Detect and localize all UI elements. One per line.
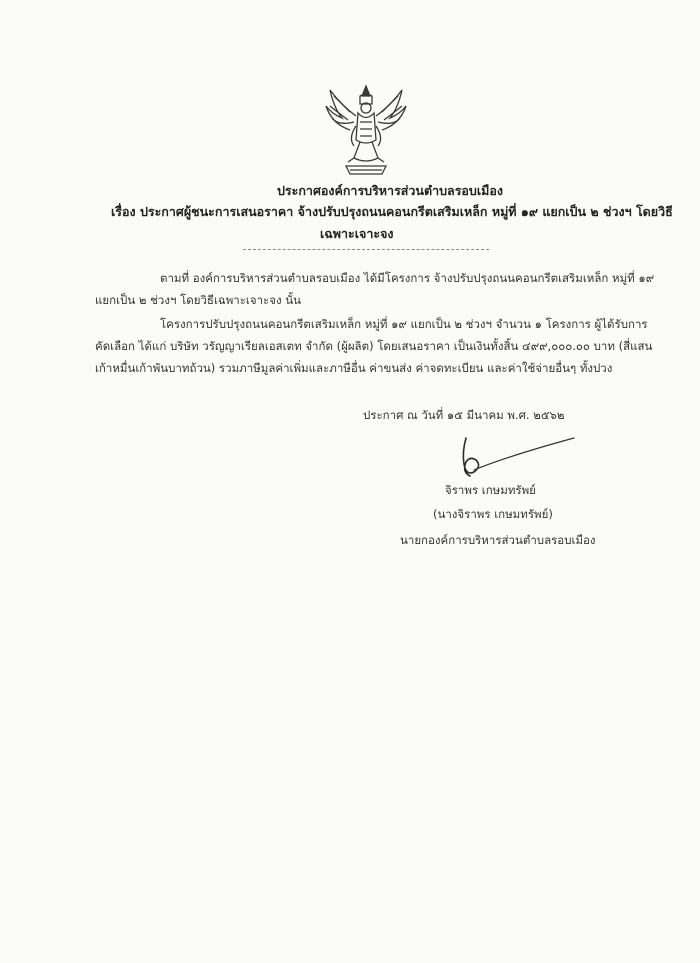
- paragraph-2-line-2: คัดเลือก ได้แก่ บริษัท วรัญญาเรียลเอสเตท จำกัด (ผู้ผลิต) โดยเสนอราคา เป็นเงินทั้งสิ้น ๔๙๙,๐๐๐.๐๐ บาท (สี่แสน: [95, 339, 653, 353]
- garuda-emblem-icon: [320, 82, 412, 178]
- paragraph-1-line-1: ตามที่ องค์การบริหารส่วนตำบลรอบเมือง ได้มีโครงการ จ้างปรับปรุงถนนคอนกรีตเสริมเหล็ก หมู่ที่ ๑๙: [160, 271, 655, 285]
- signer-full-name: (นางจิราพร เกษมทรัพย์): [433, 507, 553, 521]
- paragraph-1-line-2: แยกเป็น ๒ ช่วงฯ โดยวิธีเฉพาะเจาะจง นั้น: [95, 293, 301, 307]
- signer-name: จิราพร เกษมทรัพย์: [445, 483, 536, 497]
- dashed-divider: [243, 249, 489, 250]
- paragraph-2-line-3: เก้าหมื่นเก้าพันบาทถ้วน) รวมภาษีมูลค่าเพิ่มและภาษีอื่น ค่าขนส่ง ค่าจดทะเบียน และค่าใช้จ่ายอื่นๆ ทั้งปวง: [95, 361, 613, 375]
- subject-line-1: เรื่อง ประกาศผู้ชนะการเสนอราคา จ้างปรับปรุงถนนคอนกรีตเสริมเหล็ก หมู่ที่ ๑๙ แยกเป็น ๒ ช่วงฯ โดยวิธี: [111, 204, 673, 219]
- signer-title: นายกองค์การบริหารส่วนตำบลรอบเมือง: [400, 533, 596, 547]
- announcement-date: ประกาศ ณ วันที่ ๑๕ มีนาคม พ.ศ. ๒๕๖๒: [363, 408, 565, 422]
- subject-line-2: เฉพาะเจาะจง: [320, 226, 394, 241]
- handwritten-signature-icon: [448, 432, 578, 480]
- paragraph-2-line-1: โครงการปรับปรุงถนนคอนกรีตเสริมเหล็ก หมู่ที่ ๑๙ แยกเป็น ๒ ช่วงฯ จำนวน ๑ โครงการ ผู้ได้รับการ: [160, 317, 648, 331]
- org-announcement-title: ประกาศองค์การบริหารส่วนตำบลรอบเมือง: [277, 183, 503, 198]
